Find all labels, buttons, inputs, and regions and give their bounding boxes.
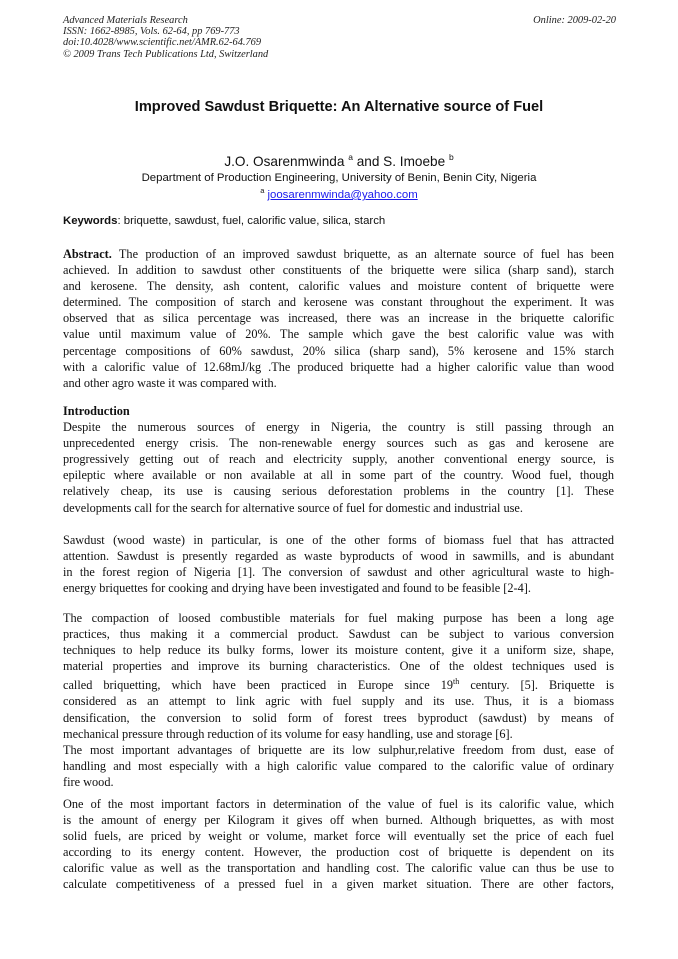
paragraph-line: material properties and improve its burning characteristics. One of the oldest techniques used is — [63, 659, 614, 674]
introduction-paragraph-2 — [63, 532, 614, 596]
paragraph-line: according to its energy content. However, the production cost of briquette is dependent on its — [63, 845, 614, 860]
abstract-label: Abstract. — [63, 247, 112, 261]
paragraph-line: progressively getting out of reach and electricity supply, another conventional energy source, is — [63, 452, 614, 467]
paragraph-line: densification, the conversion to solid form of forest trees byproduct (sawdust) by means of — [63, 710, 614, 725]
paragraph-line: considered as an attempt to link agric with fuel supply and its use. Thus, it is a biomass — [63, 694, 614, 709]
journal-issn: ISSN: 1662-8985, Vols. 62-64, pp 769-773 — [63, 26, 240, 38]
journal-doi: doi:10.4028/www.scientific.net/AMR.62-64.769 — [63, 37, 262, 49]
paragraph-line: developments call for the search for alternative source of fuel for domestic and industrial use. — [63, 500, 523, 515]
author-email-link[interactable]: joosarenmwinda@yahoo.com — [267, 189, 418, 201]
abstract-line: Abstract. The production of an improved sawdust briquette, as an alternate source of fuel has been — [63, 247, 614, 261]
abstract-line: with a calorific value of 12.68mJ/kg .The produced briquette had a higher calorific value than wood — [63, 359, 614, 374]
email-mark: a — [260, 186, 265, 195]
paragraph-line: energy briquettes for cooking and drying have been investigated and found to be feasible [2-4]. — [63, 581, 531, 596]
introduction-paragraph-5 — [63, 796, 614, 893]
paragraph-line: epileptic where available or non available at all in some part of the country. Wood fuel, though — [63, 468, 614, 483]
paragraph-line: The most important advantages of briquette are its low sulphur,relative freedom from dust, ease of — [63, 742, 614, 757]
affiliation: Department of Production Engineering, University of Benin, Benin City, Nigeria — [141, 172, 537, 184]
author-2: and S. Imoebe — [352, 154, 446, 169]
paragraph-line: relatively cheap, its use is causing serious deforestation problems in the country [1]. These — [63, 484, 614, 499]
paragraph-line: handling and most especially with a high calorific value compared to the calorific value of ordinary — [63, 758, 614, 773]
paragraph-line: mechanical pressure through reduction of its volume for easy handling, use and storage [6]. — [63, 726, 513, 741]
journal-copyright: © 2009 Trans Tech Publications Ltd, Switzerland — [63, 48, 269, 60]
abstract-line: determined. The composition of starch and kerosene was constant throughout the experiment. It was — [63, 295, 614, 310]
author-1: J.O. Osarenmwinda — [224, 154, 345, 169]
paragraph-line: in the forest region of Nigeria [1]. The conversion of sawdust and other agricultural waste to high- — [63, 565, 614, 580]
author-line — [0, 152, 678, 169]
abstract — [63, 246, 614, 391]
introduction-paragraph-3 — [63, 610, 614, 790]
paragraph-line: Sawdust (wood waste) in particular, is one of the other forms of biomass fuel that has attracted — [63, 533, 614, 547]
superscript-th: th — [453, 677, 460, 687]
paragraph-line: calorific value as well as the transportation and handling cost. The calorific value can thus be use to — [63, 861, 614, 876]
online-date: Online: 2009-02-20 — [533, 15, 616, 26]
paragraph-line: Despite the numerous sources of energy in Nigeria, the country is still passing through an — [63, 420, 614, 435]
keywords-text: : briquette, sawdust, fuel, calorific value, silica, starch — [117, 215, 386, 227]
introduction — [63, 403, 614, 516]
abstract-line: and other agro waste it was compared with. — [63, 375, 277, 390]
author-1-affiliation-mark: a — [348, 152, 353, 162]
paragraph-line: attention. Sawdust is presently regarded as waste byproducts of wood in sawmills, and is abundant — [63, 549, 614, 564]
paragraph-line: unprecedented energy crisis. The non-renewable energy sources such as gas and kerosene are — [63, 436, 614, 451]
author-2-affiliation-mark: b — [448, 152, 454, 162]
journal-name: Advanced Materials Research — [63, 15, 188, 26]
abstract-line: percentage compositions of 60% sawdust, 20% silica (sharp sand), 5% kerosene and 15% starch — [63, 343, 614, 358]
keywords-label: Keywords — [63, 215, 118, 227]
paragraph-line: The compaction of loosed combustible materials for fuel making purpose has been a long age — [63, 611, 614, 625]
paragraph-line: called briquetting, which have been practiced in Europe since 19th century. [5]. Briquette is — [63, 677, 614, 693]
paper-title: Improved Sawdust Briquette: An Alternative source of Fuel — [134, 99, 544, 115]
abstract-line: value until maximum value of 20%. The sample which gave the best calorific value was with — [63, 327, 614, 342]
abstract-line: achieved. In addition to sawdust other constituents of the briquette were silica (sharp sand), starch — [63, 263, 614, 278]
paragraph-line: calculate competitiveness of a pressed fuel in a given market situation. There are other factors, — [63, 877, 614, 892]
keywords — [63, 215, 385, 227]
paragraph-line: practices, thus making it a commercial product. Sawdust can be subject to various conversion — [63, 627, 614, 642]
section-heading-introduction: Introduction — [63, 404, 130, 418]
abstract-line: observed that as silica percentage was increased, there was an increase in the briquette calorific — [63, 311, 614, 326]
journal-header — [63, 15, 268, 60]
paragraph-line: is the amount of energy per Kilogram it gives off when burned. Although briquettes, as with most — [63, 813, 614, 828]
paragraph-line: fire wood. — [63, 774, 114, 789]
paragraph-line: solid fuels, are priced by weight or volume, market force will eventually set the price of each fuel — [63, 829, 614, 844]
email-line — [0, 186, 678, 201]
paragraph-line: One of the most important factors in determination of the value of fuel is its calorific value, which — [63, 797, 614, 811]
abstract-line: and kerosene. The density, ash content, calorific values and moisture content of briquette were — [63, 279, 614, 294]
paragraph-line: techniques to help reduce its bulky forms, lower its moisture content, give it a uniform size, shape, — [63, 643, 614, 658]
